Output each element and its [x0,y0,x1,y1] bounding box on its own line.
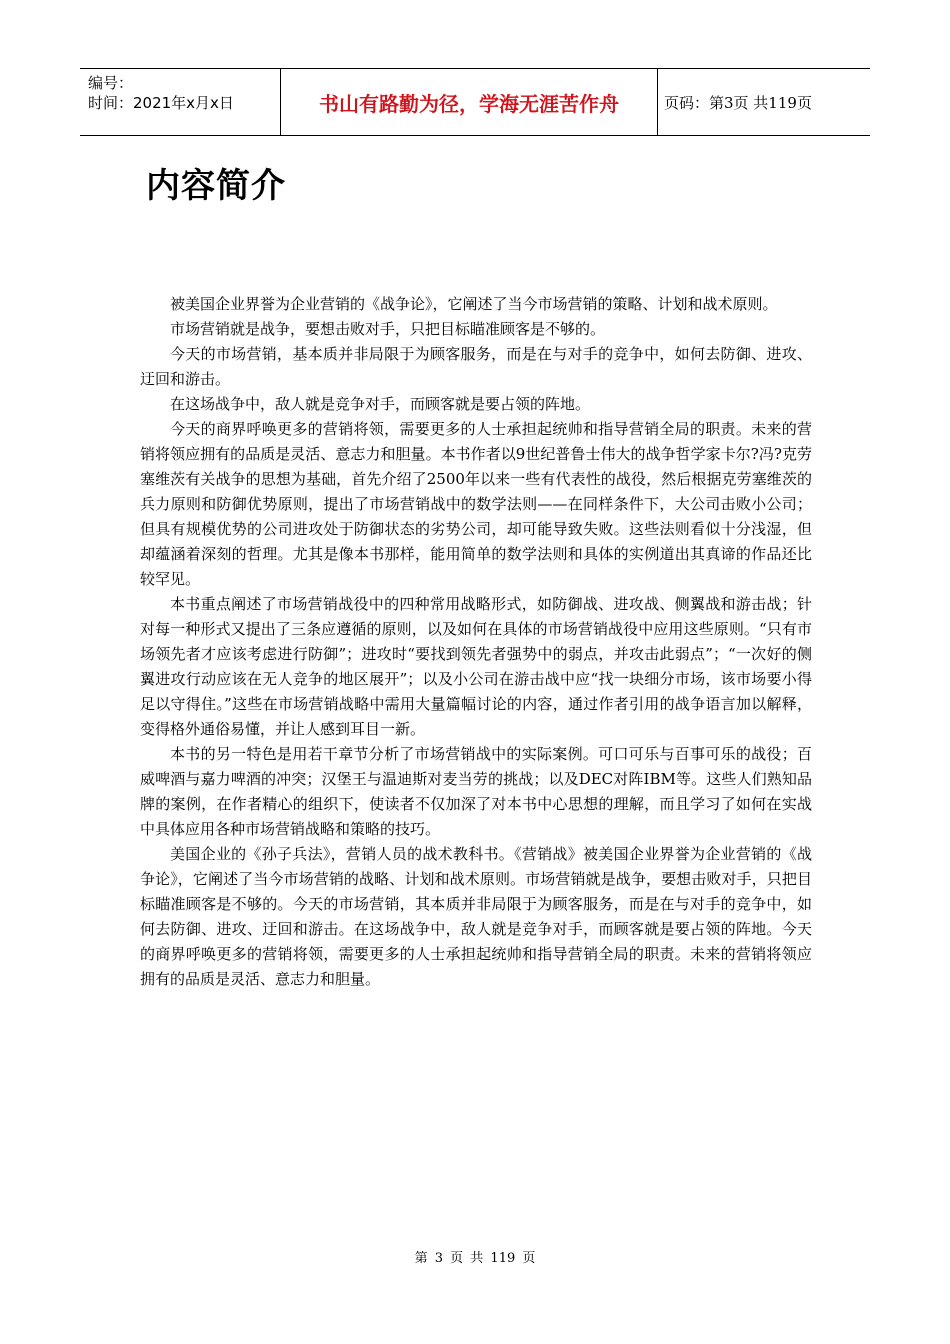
header-page-info: 页码：第3页 共119页 [664,93,812,112]
time-label: 时间：2021年x月x日 [88,94,234,112]
page-title: 内容简介 [146,166,286,206]
header-meta-cell [80,69,281,135]
paragraph: 本书重点阐述了市场营销战役中的四种常用战略形式，如防御战、进攻战、侧翼战和游击战；针对每一种形式又提出了三条应遵循的原则，以及如何在具体的市场营销战役中应用这些原则。“只有市场领先者才应该考虑进行防御”；进攻时“要找到领先者强势中的弱点，并攻击此弱点”；“一次好的侧翼进攻行动应该在无人竞争的地区展开”；以及小公司在游击战中应“找一块细分市场，该市场要小得足以守得住。”这些在市场营销战略中需用大量篇幅讨论的内容，通过作者引用的战争语言加以解释，变得格外通俗易懂，并让人感到耳目一新。 [140,595,812,738]
paragraph: 美国企业的《孙子兵法》，营销人员的战术教科书。《营销战》被美国企业界誉为企业营销的《战争论》，它阐述了当今市场营销的战略、计划和战术原则。市场营销就是战争，要想击败对手，只把目标瞄准顾客是不够的。今天的市场营销，其本质并非局限于为顾客服务，而是在与对手的竞争中，如何去防御、进攻、迂回和游击。在这场战争中，敌人就是竞争对手，而顾客就是要占领的阵地。今天的商界呼唤更多的营销将领，需要更多的人士承担起统帅和指导营销全局的职责。未来的营销将领应拥有的品质是灵活、意志力和胆量。 [140,845,812,988]
header-motto: 书山有路勤为径，学海无涯苦作舟 [281,69,658,135]
body-text [140,292,812,992]
paragraph: 被美国企业界誉为企业营销的《战争论》，它阐述了当今市场营销的策略、计划和战术原则。 [170,295,778,313]
paragraph: 今天的市场营销，基本质并非局限于为顾客服务，而是在与对手的竞争中，如何去防御、进攻、迂回和游击。 [140,345,812,388]
page-footer: 第 3 页 共 119 页 [414,1251,536,1266]
page-header [80,68,870,136]
code-label: 编号： [88,74,134,92]
paragraph: 今天的商界呼唤更多的营销将领，需要更多的人士承担起统帅和指导营销全局的职责。未来的营销将领应拥有的品质是灵活、意志力和胆量。本书作者以9世纪普鲁士伟大的战争哲学家卡尔?冯?克劳塞维茨有关战争的思想为基础，首先介绍了2500年以来一些有代表性的战役，然后根据克劳塞维茨的兵力原则和防御优势原则，提出了市场营销战中的数学法则——在同样条件下，大公司击败小公司；但具有规模优势的公司进攻处于防御状态的劣势公司，却可能导致失败。这些法则看似十分浅湿，但却蕴涵着深刻的哲理。尤其是像本书那样，能用简单的数学法则和具体的实例道出其真谛的作品还比较罕见。 [140,420,812,588]
paragraph: 在这场战争中，敌人就是竞争对手，而顾客就是要占领的阵地。 [170,395,591,413]
paragraph: 市场营销就是战争，要想击败对手，只把目标瞄准顾客是不够的。 [170,320,606,338]
paragraph: 本书的另一特色是用若干章节分析了市场营销战中的实际案例。可口可乐与百事可乐的战役；百威啤酒与嘉力啤酒的冲突；汉堡王与温迪斯对麦当劳的挑战；以及DEC对阵IBM等。这些人们熟知品牌的案例，在作者精心的组织下，使读者不仅加深了对本书中心思想的理解，而且学习了如何在实战中具体应用各种市场营销战略和策略的技巧。 [140,745,812,838]
